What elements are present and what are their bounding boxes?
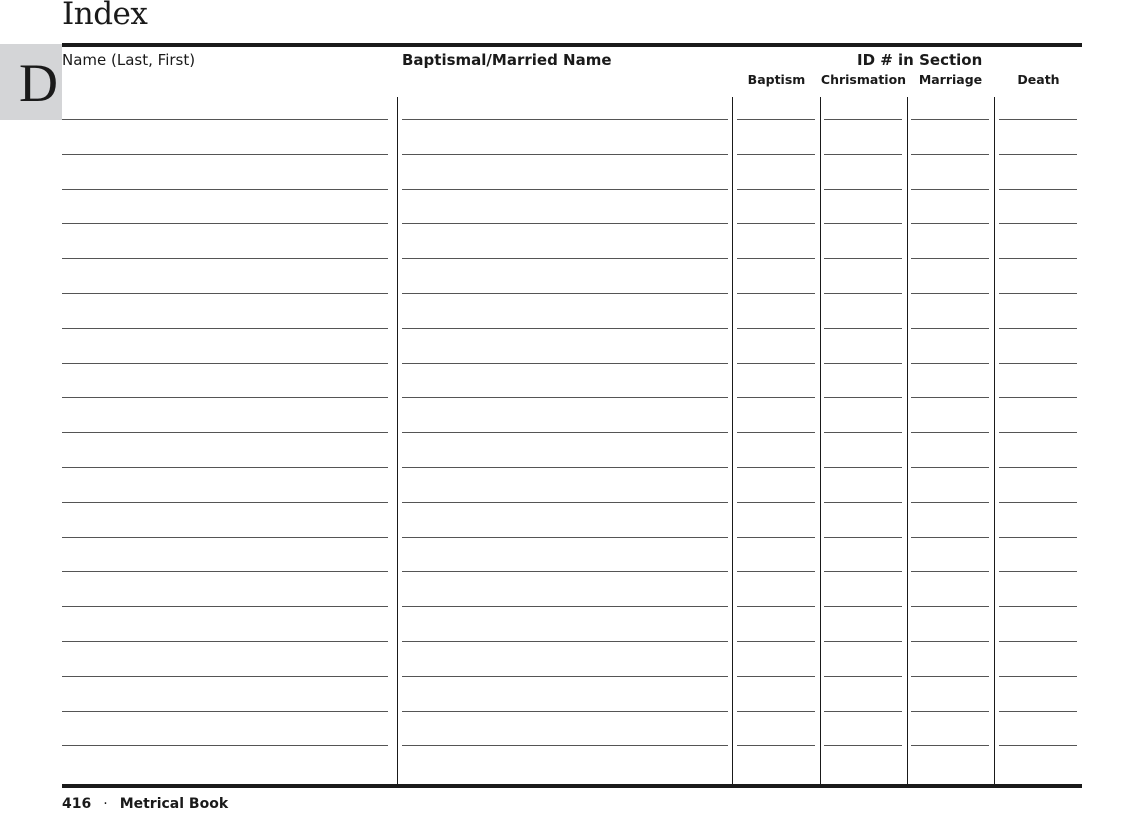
header-death: Death (1017, 72, 1060, 87)
header-marriage: Marriage (918, 72, 983, 87)
blank-line-marriage-id (911, 711, 989, 712)
blank-line-chrismation-id (824, 606, 902, 607)
blank-line-name (62, 502, 388, 503)
blank-line-name (62, 363, 388, 364)
blank-line-chrismation-id (824, 397, 902, 398)
section-tab (0, 44, 62, 120)
blank-line-baptism-id (737, 432, 815, 433)
blank-line-name (62, 467, 388, 468)
blank-line-baptism-id (737, 467, 815, 468)
column-divider (732, 97, 733, 784)
blank-line-baptism-id (737, 676, 815, 677)
blank-line-death-id (999, 502, 1077, 503)
blank-line-name (62, 397, 388, 398)
blank-line-death-id (999, 432, 1077, 433)
blank-line-death-id (999, 328, 1077, 329)
blank-line-chrismation-id (824, 711, 902, 712)
column-divider (994, 97, 995, 784)
blank-line-name (62, 293, 388, 294)
header-baptismal-married-name: Baptismal/Married Name (402, 51, 612, 69)
blank-line-baptism-id (737, 258, 815, 259)
book-title: Metrical Book (119, 796, 229, 812)
blank-line-death-id (999, 223, 1077, 224)
blank-line-baptismal-name (402, 397, 728, 398)
blank-line-death-id (999, 119, 1077, 120)
blank-line-name (62, 571, 388, 572)
blank-line-chrismation-id (824, 119, 902, 120)
blank-line-baptismal-name (402, 502, 728, 503)
blank-line-marriage-id (911, 571, 989, 572)
blank-line-baptismal-name (402, 189, 728, 190)
column-divider (397, 97, 398, 784)
blank-line-marriage-id (911, 293, 989, 294)
blank-line-baptism-id (737, 641, 815, 642)
blank-line-marriage-id (911, 154, 989, 155)
blank-line-marriage-id (911, 537, 989, 538)
blank-line-chrismation-id (824, 154, 902, 155)
blank-line-chrismation-id (824, 189, 902, 190)
blank-line-marriage-id (911, 328, 989, 329)
blank-line-marriage-id (911, 363, 989, 364)
blank-line-baptismal-name (402, 363, 728, 364)
blank-line-name (62, 432, 388, 433)
blank-line-name (62, 189, 388, 190)
blank-line-marriage-id (911, 119, 989, 120)
blank-line-death-id (999, 363, 1077, 364)
blank-line-death-id (999, 189, 1077, 190)
blank-line-baptismal-name (402, 676, 728, 677)
blank-line-marriage-id (911, 189, 989, 190)
blank-line-death-id (999, 676, 1077, 677)
blank-line-chrismation-id (824, 641, 902, 642)
blank-line-baptism-id (737, 293, 815, 294)
blank-line-chrismation-id (824, 293, 902, 294)
blank-line-chrismation-id (824, 537, 902, 538)
blank-line-chrismation-id (824, 745, 902, 746)
blank-line-baptism-id (737, 537, 815, 538)
footer-separator: · (103, 796, 108, 812)
blank-line-baptism-id (737, 119, 815, 120)
blank-line-baptismal-name (402, 154, 728, 155)
blank-line-death-id (999, 745, 1077, 746)
blank-line-death-id (999, 606, 1077, 607)
blank-line-death-id (999, 537, 1077, 538)
blank-line-baptism-id (737, 711, 815, 712)
blank-line-baptism-id (737, 328, 815, 329)
blank-line-name (62, 328, 388, 329)
blank-line-baptismal-name (402, 537, 728, 538)
page-number: 416 (62, 796, 92, 812)
blank-line-name (62, 223, 388, 224)
blank-line-baptism-id (737, 397, 815, 398)
blank-line-baptismal-name (402, 571, 728, 572)
blank-line-marriage-id (911, 258, 989, 259)
blank-line-chrismation-id (824, 571, 902, 572)
blank-line-death-id (999, 397, 1077, 398)
header-chrismation: Chrismation (820, 72, 907, 87)
blank-line-death-id (999, 571, 1077, 572)
blank-line-name (62, 258, 388, 259)
blank-line-marriage-id (911, 397, 989, 398)
blank-line-chrismation-id (824, 502, 902, 503)
bottom-rule (62, 784, 1082, 788)
blank-line-death-id (999, 467, 1077, 468)
blank-line-name (62, 676, 388, 677)
blank-line-chrismation-id (824, 432, 902, 433)
blank-line-baptism-id (737, 571, 815, 572)
footer (62, 796, 228, 812)
blank-line-chrismation-id (824, 676, 902, 677)
blank-line-name (62, 711, 388, 712)
blank-line-baptism-id (737, 223, 815, 224)
blank-line-name (62, 537, 388, 538)
blank-line-marriage-id (911, 432, 989, 433)
blank-line-baptismal-name (402, 119, 728, 120)
blank-line-chrismation-id (824, 328, 902, 329)
blank-line-baptismal-name (402, 293, 728, 294)
blank-line-chrismation-id (824, 363, 902, 364)
blank-line-death-id (999, 154, 1077, 155)
blank-line-name (62, 606, 388, 607)
blank-line-marriage-id (911, 606, 989, 607)
blank-line-baptism-id (737, 606, 815, 607)
blank-line-baptism-id (737, 189, 815, 190)
blank-line-death-id (999, 258, 1077, 259)
blank-line-baptismal-name (402, 223, 728, 224)
blank-line-marriage-id (911, 676, 989, 677)
blank-line-baptismal-name (402, 711, 728, 712)
header-id-in-section: ID # in Section (857, 51, 983, 69)
blank-line-name (62, 154, 388, 155)
blank-line-marriage-id (911, 641, 989, 642)
top-rule (62, 43, 1082, 47)
blank-line-baptism-id (737, 154, 815, 155)
blank-line-baptism-id (737, 363, 815, 364)
blank-line-name (62, 745, 388, 746)
blank-line-marriage-id (911, 223, 989, 224)
blank-line-baptism-id (737, 502, 815, 503)
column-divider (907, 97, 908, 784)
blank-line-death-id (999, 641, 1077, 642)
header-name: Name (Last, First) (62, 51, 196, 69)
blank-line-chrismation-id (824, 223, 902, 224)
blank-line-baptismal-name (402, 432, 728, 433)
blank-line-name (62, 119, 388, 120)
blank-line-death-id (999, 711, 1077, 712)
blank-line-death-id (999, 293, 1077, 294)
blank-line-chrismation-id (824, 258, 902, 259)
section-letter: D (19, 53, 58, 113)
blank-line-baptismal-name (402, 467, 728, 468)
page-title: Index (62, 0, 148, 32)
blank-line-marriage-id (911, 745, 989, 746)
blank-line-name (62, 641, 388, 642)
blank-line-marriage-id (911, 467, 989, 468)
blank-line-marriage-id (911, 502, 989, 503)
header-baptism: Baptism (747, 72, 806, 87)
blank-line-baptism-id (737, 745, 815, 746)
column-divider (820, 97, 821, 784)
blank-line-baptismal-name (402, 745, 728, 746)
blank-line-baptismal-name (402, 328, 728, 329)
blank-line-baptismal-name (402, 641, 728, 642)
blank-line-baptismal-name (402, 606, 728, 607)
blank-line-chrismation-id (824, 467, 902, 468)
blank-line-baptismal-name (402, 258, 728, 259)
